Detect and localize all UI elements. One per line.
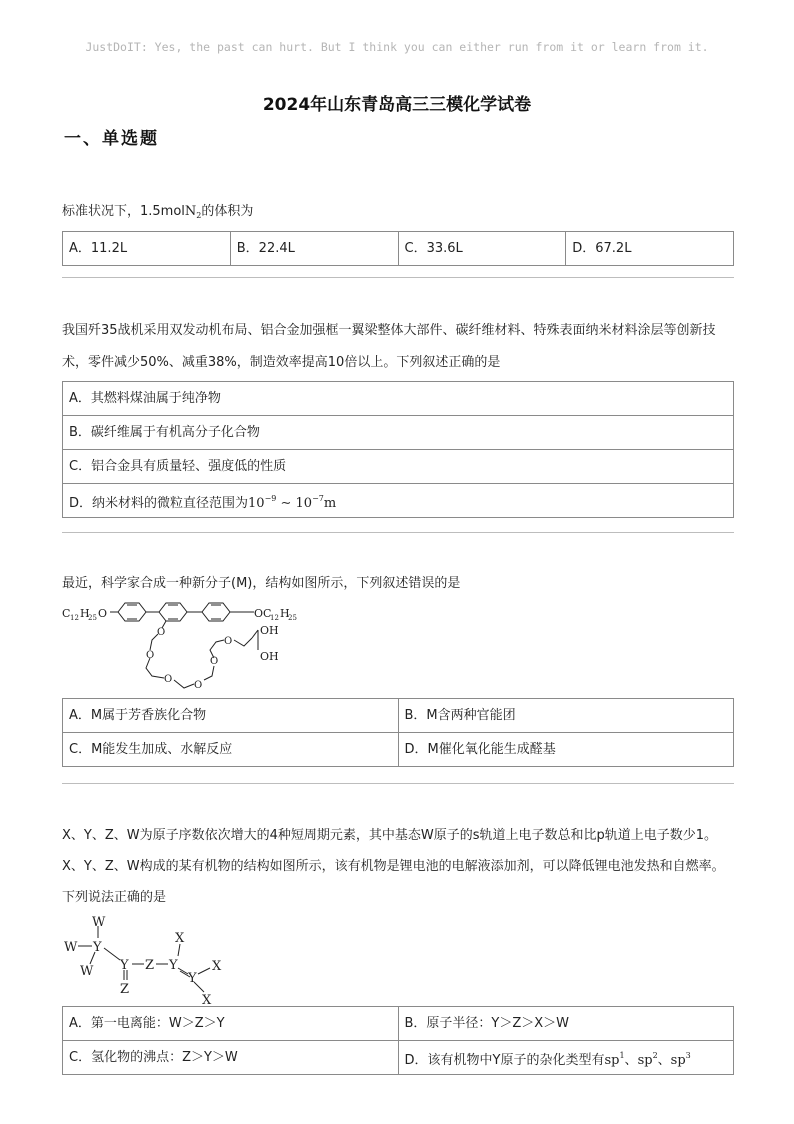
atom-w-bottom: W	[80, 964, 94, 979]
right-oc: OC	[254, 607, 272, 620]
atom-w-left: W	[64, 940, 78, 955]
atom-x-top: X	[175, 931, 185, 946]
atom-z-mid: Z	[145, 958, 155, 973]
math-tilde: ∼	[276, 495, 296, 511]
math-exponent: −9	[264, 493, 277, 503]
question-3-options	[62, 698, 734, 767]
atom-x-right: X	[212, 959, 222, 974]
option-d[interactable]: D．67.2L	[566, 232, 734, 266]
option-b[interactable]: B．原子半径：Y＞Z＞X＞W	[398, 1007, 734, 1041]
organic-structure	[60, 912, 240, 1006]
question-1-stem	[62, 198, 734, 229]
option-d[interactable]	[398, 1041, 734, 1075]
option-a[interactable]: A．第一电离能：W＞Z＞Y	[63, 1007, 399, 1041]
divider	[62, 783, 734, 784]
question-2-stem: 我国歼35战机采用双发动机布局、铝合金加强框一翼梁整体大部件、碳纤维材料、特殊表面纳米材料涂层等创新技术，零件减少50%、减重38%，制造效率提高10倍以上。下列叙述正确的是	[62, 323, 716, 370]
atom-y-2: Y	[120, 958, 129, 973]
option-d[interactable]: D．M催化氧化能生成醛基	[398, 733, 734, 767]
atom-y-3: Y	[169, 958, 178, 973]
ring-oxygen: O	[146, 650, 155, 661]
right-sub1: 12	[270, 614, 279, 622]
hybrid-exp: 3	[685, 1050, 691, 1060]
option-d[interactable]	[63, 484, 734, 518]
math-unit: m	[323, 495, 337, 511]
option-c[interactable]: C．铝合金具有质量轻、强度低的性质	[63, 450, 734, 484]
left-c: C	[62, 607, 71, 620]
question-2-options	[62, 381, 734, 518]
left-h: H	[80, 607, 90, 620]
molecule-m-structure	[60, 598, 310, 698]
option-c[interactable]: C．氢化物的沸点：Z＞Y＞W	[63, 1041, 399, 1075]
question-3-options-wrap	[62, 698, 734, 767]
left-sub1: 12	[70, 614, 79, 622]
question-1-options	[62, 231, 734, 266]
question-4-stem: X、Y、Z、W为原子序数依次增大的4种短周期元素，其中基态W原子的s轨道上电子数总和比p轨道上电子数少1。X、Y、Z、W构成的某有机物的结构如图所示，该有机物是锂电池的电解液添加剂，可以降低锂电池发热和自燃率。下列说法正确的是	[62, 828, 725, 905]
section-heading: 一、单选题	[64, 129, 159, 149]
atom-z-bottom: Z	[120, 982, 130, 997]
ring-oxygen: O	[157, 627, 166, 638]
option-d-text: D．纳米材料的微粒直径范围为	[69, 495, 249, 511]
atom-w-top: W	[92, 915, 106, 930]
option-c[interactable]: C．M能发生加成、水解反应	[63, 733, 399, 767]
question-2	[62, 315, 734, 518]
math-exponent: −7	[312, 493, 324, 503]
question-3-stem: 最近，科学家合成一种新分子(M)，结构如图所示，下列叙述错误的是	[62, 576, 461, 591]
option-b[interactable]: B．M含两种官能团	[398, 699, 734, 733]
math-base: 10	[248, 495, 265, 511]
divider	[62, 532, 734, 533]
ring-oxygen: O	[164, 674, 173, 685]
right-h: H	[280, 607, 290, 620]
ring-oxygen: O	[210, 656, 219, 667]
option-a[interactable]: A．M属于芳香族化合物	[63, 699, 399, 733]
question-1-stem-text: 标准状况下，1.5mol	[62, 204, 185, 219]
left-sub2: 25	[88, 614, 97, 622]
option-a[interactable]: A．其燃料煤油属于纯净物	[63, 382, 734, 416]
math-base: 10	[295, 495, 313, 511]
option-d-text: D．该有机物中Y原子的杂化类型有	[404, 1052, 605, 1068]
question-4-options	[62, 1006, 734, 1075]
hydroxyl-2: OH	[260, 650, 279, 663]
hybrid-sp: sp	[670, 1052, 686, 1068]
formula-n: N	[184, 204, 197, 219]
question-3	[62, 570, 734, 597]
question-4-options-wrap	[62, 1006, 734, 1075]
question-1-stem-tail: 的体积为	[201, 204, 254, 219]
hybrid-exp: 1	[619, 1050, 625, 1060]
formula-subscript: 2	[196, 211, 202, 220]
question-1	[62, 198, 734, 266]
separator: 、	[657, 1052, 671, 1068]
right-sub2: 25	[288, 614, 297, 622]
watermark: JustDoIT: Yes, the past can hurt. But I think you can either run from it or learn from it.	[85, 40, 709, 54]
atom-y-4: Y	[188, 971, 197, 986]
option-b[interactable]: B．22.4L	[230, 232, 398, 266]
option-c[interactable]: C．33.6L	[398, 232, 566, 266]
page-title: 2024年山东青岛高三三模化学试卷	[262, 95, 532, 115]
ring-oxygen: O	[194, 680, 203, 691]
hybrid-exp: 2	[652, 1050, 658, 1060]
left-o: O	[98, 607, 108, 620]
atom-x-bottom: X	[202, 993, 212, 1006]
question-4	[62, 820, 734, 913]
hydroxyl-1: OH	[260, 624, 279, 637]
hybrid-sp: sp	[604, 1052, 620, 1068]
divider	[62, 277, 734, 278]
separator: 、	[624, 1052, 638, 1068]
option-a[interactable]: A．11.2L	[63, 232, 231, 266]
ring-oxygen: O	[224, 636, 233, 647]
option-b[interactable]: B．碳纤维属于有机高分子化合物	[63, 416, 734, 450]
atom-y-1: Y	[93, 940, 102, 955]
hybrid-sp: sp	[637, 1052, 653, 1068]
